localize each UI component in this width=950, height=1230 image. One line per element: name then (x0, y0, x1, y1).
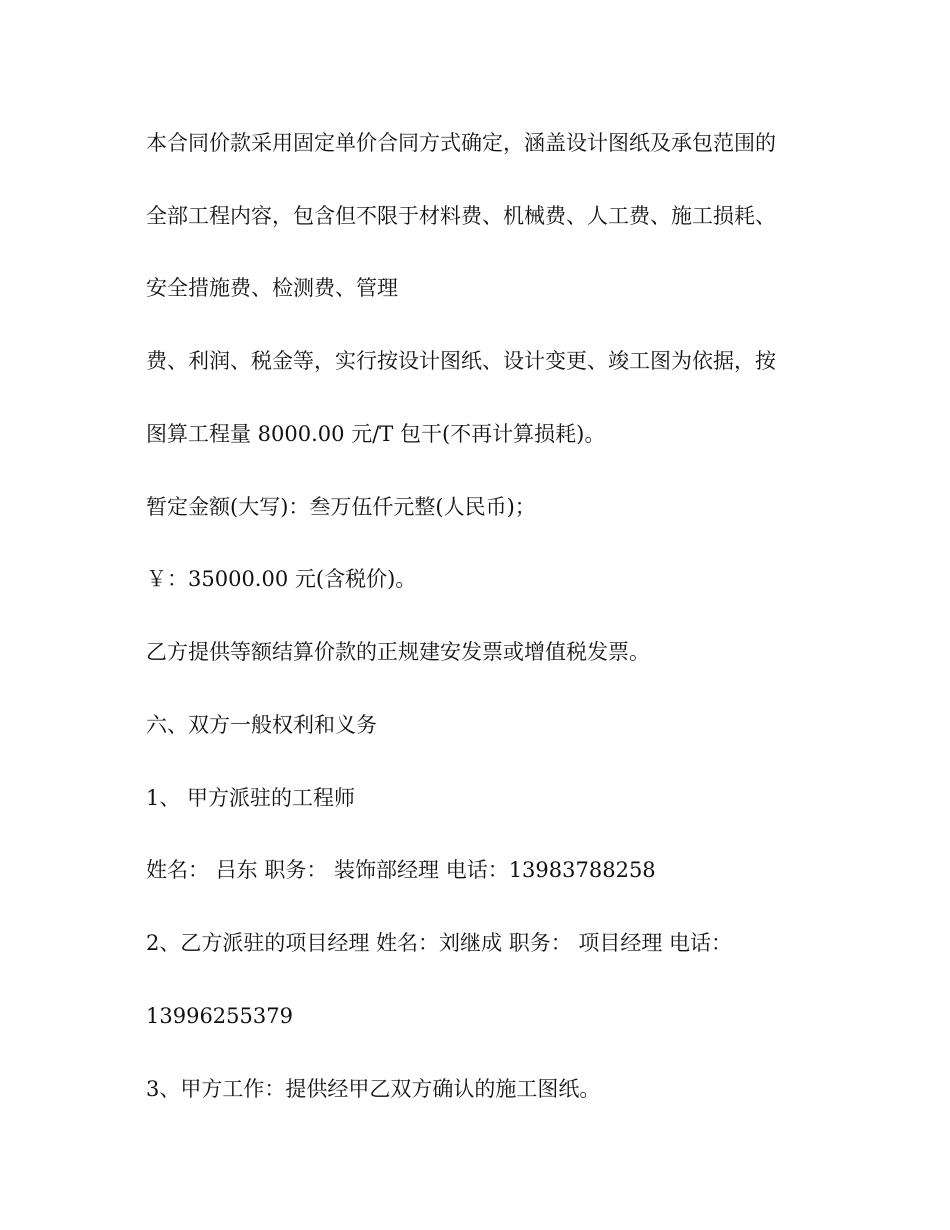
paragraph-line-amount-figures: ￥：35000.00 元(含税价)。 (146, 567, 417, 591)
list-item-party-a-work: 3、甲方工作：提供经甲乙双方确认的施工图纸。 (146, 1077, 601, 1101)
party-a-engineer-contact: 姓名： 吕东 职务： 装饰部经理 电话：13983788258 (146, 858, 656, 882)
paragraph-line-invoice: 乙方提供等额结算价款的正规建安发票或增值税发票。 (146, 640, 650, 664)
paragraph-line-unit-price: 图算工程量 8000.00 元/T 包干(不再计算损耗)。 (146, 422, 606, 446)
paragraph-line-pricing-method: 本合同价款采用固定单价合同方式确定，涵盖设计图纸及承包范围的 (146, 131, 776, 155)
list-item-party-a-engineer: 1、 甲方派驻的工程师 (146, 786, 356, 810)
paragraph-line-basis: 费、利润、税金等，实行按设计图纸、设计变更、竣工图为依据，按 (146, 349, 776, 373)
paragraph-line-amount-words: 暂定金额(大写)：叁万伍仟元整(人民币)； (146, 495, 536, 519)
section-heading-rights-obligations: 六、双方一般权利和义务 (146, 713, 377, 737)
paragraph-line-cost-items: 全部工程内容，包含但不限于材料费、机械费、人工费、施工损耗、 (146, 204, 776, 228)
party-b-manager-phone: 13996255379 (146, 1004, 293, 1028)
list-item-party-b-manager: 2、乙方派驻的项目经理 姓名：刘继成 职务： 项目经理 电话： (146, 931, 733, 955)
paragraph-line-fees: 安全措施费、检测费、管理 (146, 276, 398, 300)
